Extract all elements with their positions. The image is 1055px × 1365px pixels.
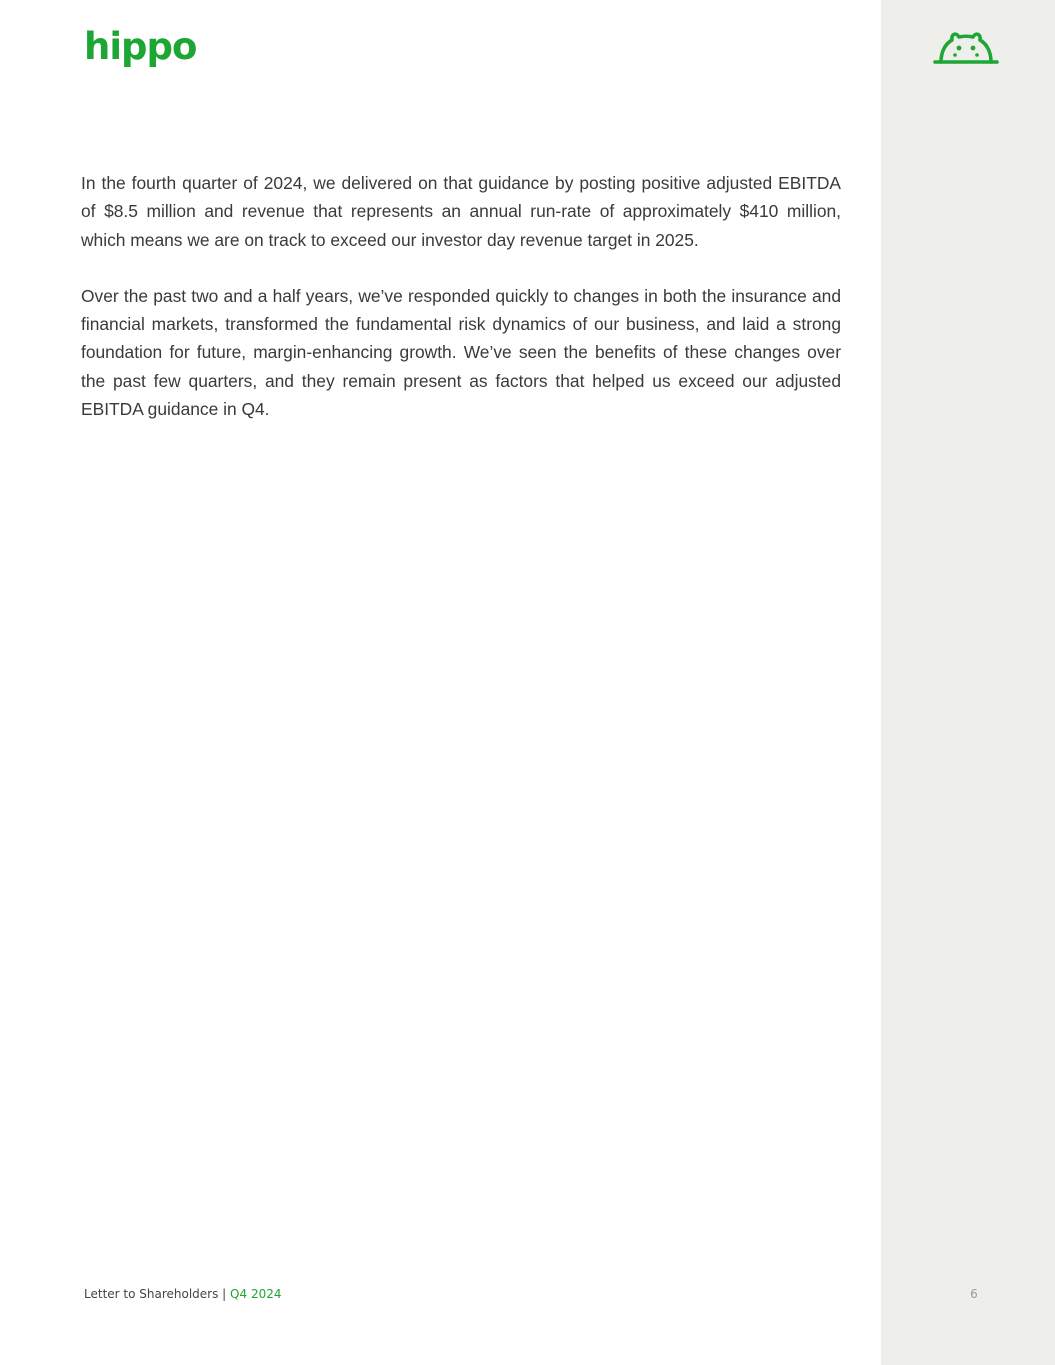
footer-period: Q4 2024 bbox=[230, 1287, 282, 1301]
body-paragraph: Over the past two and a half years, we’ve responded quickly to changes in both the insurance and financial markets, transformed the fundamental risk dynamics of our business, and laid a strong foundation for future, margin-enhancing growth. We’ve seen the benefits of these changes over the past few quarters, and they remain present as factors that helped us exceed our adjusted EBITDA guidance in Q4. bbox=[81, 285, 841, 420]
side-panel bbox=[881, 0, 1055, 1365]
page-number: 6 bbox=[970, 1287, 978, 1301]
footer-label: Letter to Shareholders | bbox=[84, 1287, 227, 1301]
letter-body bbox=[81, 169, 841, 451]
body-paragraph: In the fourth quarter of 2024, we delivered on that guidance by posting positive adjusted EBITDA of $8.5 million and revenue that represents an annual run-rate of approximately $410 million, which means we are on track to exceed our investor day revenue target in 2025. bbox=[81, 173, 841, 250]
hippo-logo: hippo bbox=[84, 25, 197, 68]
hippo-head-icon bbox=[932, 28, 1000, 68]
footer bbox=[84, 1287, 281, 1301]
